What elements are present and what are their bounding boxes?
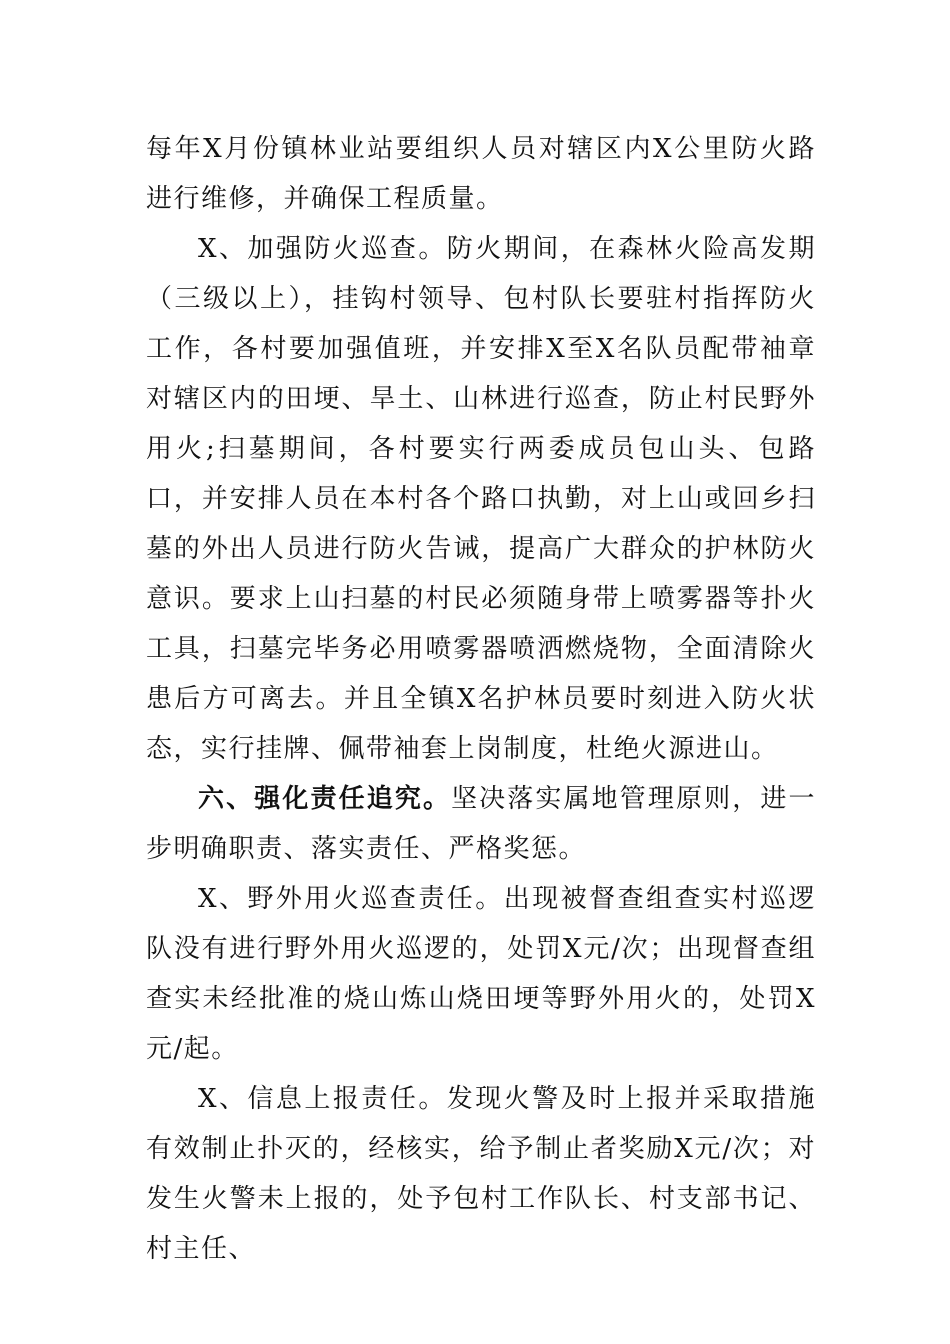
paragraph-continuation: 每年X月份镇林业站要组织人员对辖区内X公里防火路进行维修，并确保工程质量。: [146, 134, 816, 214]
paragraph-outdoor-fire-responsibility: X、野外用火巡查责任。出现被督查组查实村巡逻队没有进行野外用火巡逻的，处罚X元/次；出现督查组查实未经批准的烧山炼山烧田埂等野外用火的，处罚X元/起。: [146, 884, 816, 1064]
paragraph-section-six: [146, 774, 816, 874]
paragraph-fire-patrol: X、加强防火巡查。防火期间，在森林火险高发期（三级以上），挂钩村领导、包村队长要驻村指挥防火工作，各村要加强值班，并安排X至X名队员配带袖章对辖区内的田埂、旱土、山林进行巡查，防止村民野外用火;扫墓期间，各村要实行两委成员包山头、包路口，并安排人员在本村各个路口执勤，对上山或回乡扫墓的外出人员进行防火告诫，提高广大群众的护林防火意识。要求上山扫墓的村民必须随身带上喷雾器等扑火工具，扫墓完毕务必用喷雾器喷洒燃烧物，全面清除火患后方可离去。并且全镇X名护林员要时刻进入防火状态，实行挂牌、佩带袖套上岗制度，杜绝火源进山。: [146, 234, 816, 764]
document-body: [146, 124, 816, 1274]
section-heading: 六、强化责任追究。: [198, 784, 452, 814]
paragraph-report-responsibility: X、信息上报责任。发现火警及时上报并采取措施有效制止扑灭的，经核实，给予制止者奖励X元/次；对发生火警未上报的，处予包村工作队长、村支部书记、村主任、: [146, 1084, 816, 1264]
section-text: 坚决落实属地管理原则，进一步明确职责、落实责任、严格奖惩。: [146, 784, 816, 864]
